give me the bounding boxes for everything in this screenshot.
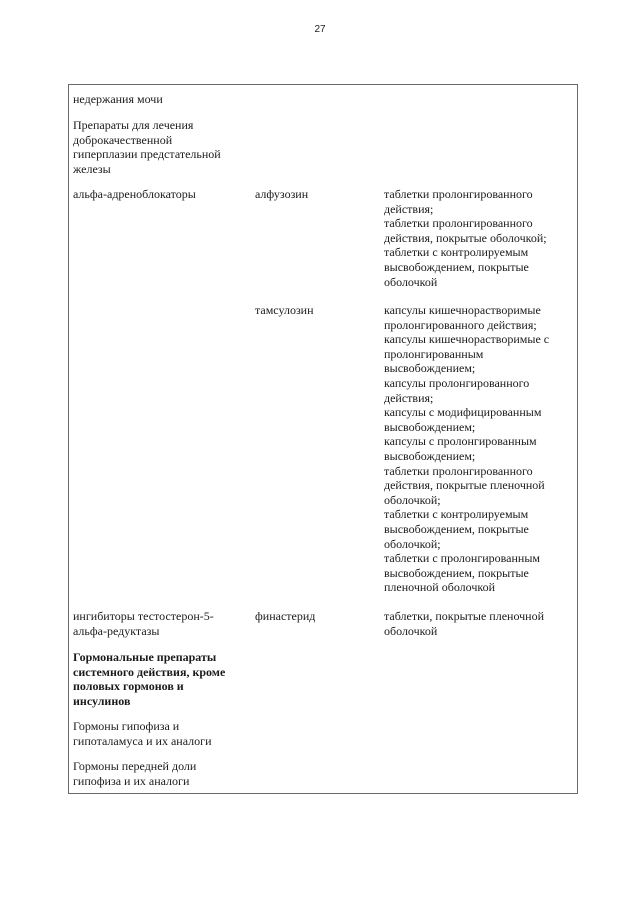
form-line: таблетки пролонгированного действия; таблетки пролонгированного действия, покрытые оболочкой; таблетки с контролируемым высвобождением, покрытые оболочкой [384,187,547,289]
group-cell: Гормоны передней доли гипофиза и их аналоги [73,759,197,788]
form-cell [384,303,574,595]
group-cell: Препараты для лечения доброкачественной гиперплазии предстательной железы [73,118,221,176]
form-cell: таблетки, покрытые пленочной оболочкой [384,609,545,638]
group-cell: недержания мочи [73,92,163,106]
group-cell: альфа-адреноблокаторы [73,187,196,201]
group-cell: ингибиторы тестостерон-5-альфа-редуктазы [73,609,214,638]
substance-cell: алфузозин [255,187,309,201]
form-cell [384,187,574,289]
group-cell: Гормоны гипофиза и гипоталамуса и их аналоги [73,719,212,748]
drug-table [68,84,578,794]
section-heading: Гормональные препараты системного действия, кроме половых гормонов и инсулинов [73,650,226,708]
page-number: 27 [314,24,326,35]
substance-cell: тамсулозин [255,303,314,317]
substance-cell: финастерид [255,609,316,623]
form-line: капсулы кишечнорастворимые пролонгированного действия; капсулы кишечнорастворимые с пролонгированным высвобождением; капсулы пролонгированного действия; капсулы с модифицированным высвобождением; капсулы с пролонгированным высвобождением; таблетки пролонгированного действия, покрытые пленочной оболочкой; таблетки с контролируемым высвобождением, покрытые оболочкой; таблетки с пролонгированным высвобождением, покрытые пленочной оболочкой [384,303,550,595]
